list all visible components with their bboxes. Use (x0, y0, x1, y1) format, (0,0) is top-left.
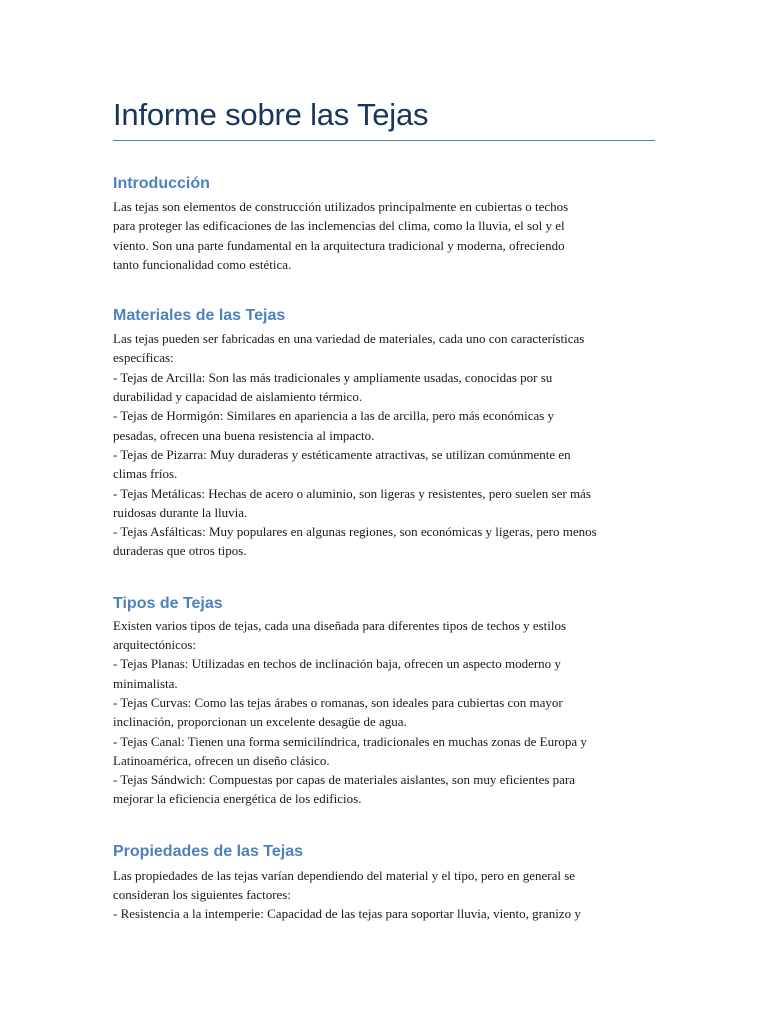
section-heading: Propiedades de las Tejas (113, 842, 304, 860)
section-propiedades (113, 841, 655, 924)
section-tipos (113, 593, 655, 809)
section-introduccion (113, 173, 655, 274)
title-underline (113, 140, 655, 141)
section-heading: Tipos de Tejas (113, 594, 223, 612)
section-heading: Introducción (113, 175, 210, 192)
section-body: Las propiedades de las tejas varían dependiendo del material y el tipo, pero en general se consideran los siguientes factores: - Resistencia a la intemperie: Capacidad de las tejas para soportar lluvia, viento, granizo y (113, 867, 581, 922)
section-body: Existen varios tipos de tejas, cada una diseñada para diferentes tipos de techos y estilos arquitectónicos: - Tejas Planas: Utilizadas en techos de inclinación baja, ofrecen un aspecto moderno y minimalista. - Tejas Curvas: Como las tejas árabes o romanas, son ideales para cubiertas con mayor inclinación, proporcionan un excelente desagüe de agua. - Tejas Canal: Tienen una forma semicilíndrica, tradicionales en muchas zonas de Europa y Latinoamérica, ofrecen un diseño clásico. - Tejas Sándwich: Compuestas por capas de materiales aislantes, son muy eficientes para mejorar la eficiencia energética de los edificios. (113, 617, 587, 807)
section-body: Las tejas son elementos de construcción utilizados principalmente en cubiertas o techos para proteger las edificaciones de las inclemencias del clima, como la lluvia, el sol y el viento. Son una parte fundamental en la arquitectura tradicional y moderna, ofreciendo tanto funcionalidad como estética. (113, 199, 569, 272)
section-heading: Materiales de las Tejas (113, 307, 286, 325)
document-content (113, 96, 655, 924)
document-title: Informe sobre las Tejas (113, 97, 429, 132)
section-body: Las tejas pueden ser fabricadas en una variedad de materiales, cada uno con características específicas: - Tejas de Arcilla: Son las más tradicionales y ampliamente usadas, conocidas por su durabilidad y capacidad de aislamiento térmico. - Tejas de Hormigón: Similares en apariencia a las de arcilla, pero más económicas y pesadas, ofrecen una buena resistencia al impacto. - Tejas de Pizarra: Muy duraderas y estéticamente atractivas, se utilizan comúnmente en climas fríos. - Tejas Metálicas: Hechas de acero o aluminio, son ligeras y resistentes, pero suelen ser más ruidosas durante la lluvia. - Tejas Asfálticas: Muy populares en algunas regiones, son económicas y ligeras, pero menos duraderas que otros tipos. (113, 331, 597, 559)
section-materiales (113, 305, 655, 561)
